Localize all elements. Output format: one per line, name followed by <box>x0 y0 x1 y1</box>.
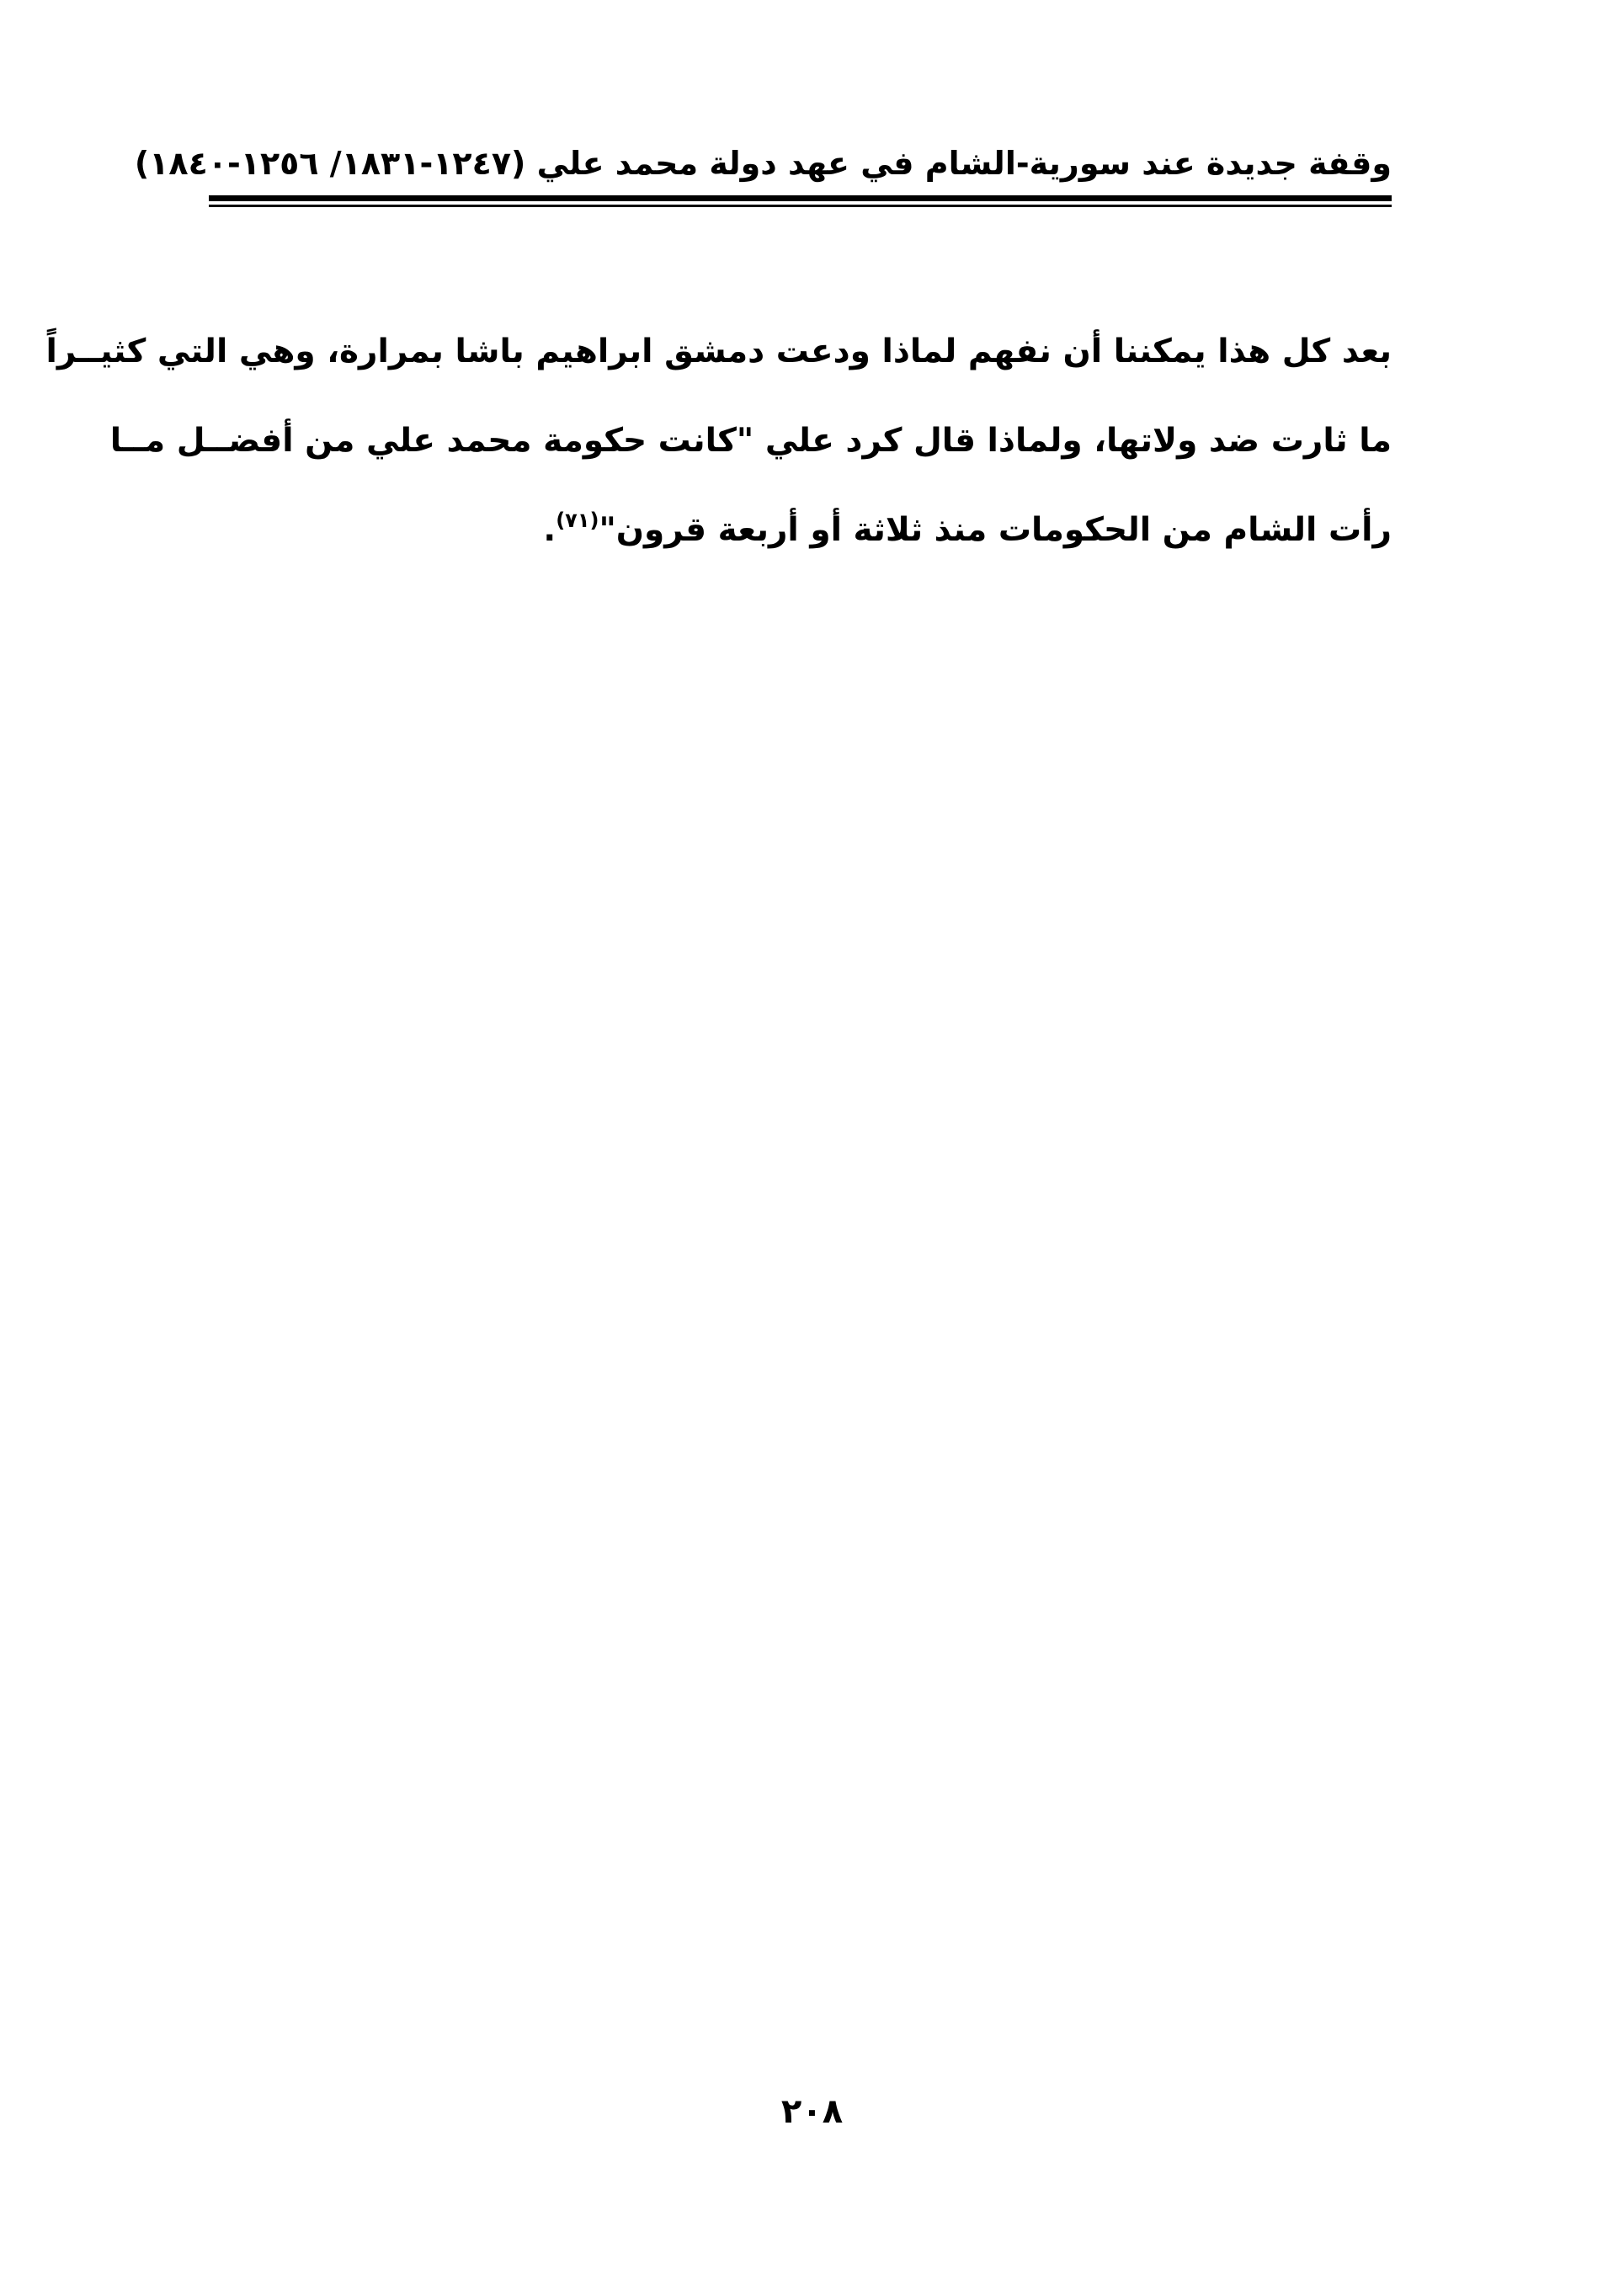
paragraph-line-1: بعد كل هذا يمكننا أن نفهم لماذا ودعت دمشق ابراهيم باشا بمرارة، وهي التي كثيــراً <box>45 333 1392 370</box>
header-rule-thin <box>209 205 1392 207</box>
header-rule-thick <box>209 195 1392 201</box>
final-period: . <box>543 511 556 549</box>
body-paragraph <box>45 307 1392 575</box>
running-header-title: وقفة جديدة عند سورية-الشام في عهد دولة محمد علي (١٢٤٧-١٨٣١/ ١٢٥٦-١٨٤٠) <box>134 145 1392 182</box>
paragraph-line-2: ما ثارت ضد ولاتها، ولماذا قال كرد علي "كانت حكومة محمد علي من أفضــل مــا <box>109 422 1392 460</box>
paragraph-line-3-text: رأت الشام من الحكومات منذ ثلاثة أو أربعة قرون" <box>599 511 1392 549</box>
footnote-reference: (٧١) <box>556 509 599 532</box>
page-number: ٢٠٨ <box>780 2092 844 2131</box>
paragraph-line-3 <box>209 486 1392 575</box>
